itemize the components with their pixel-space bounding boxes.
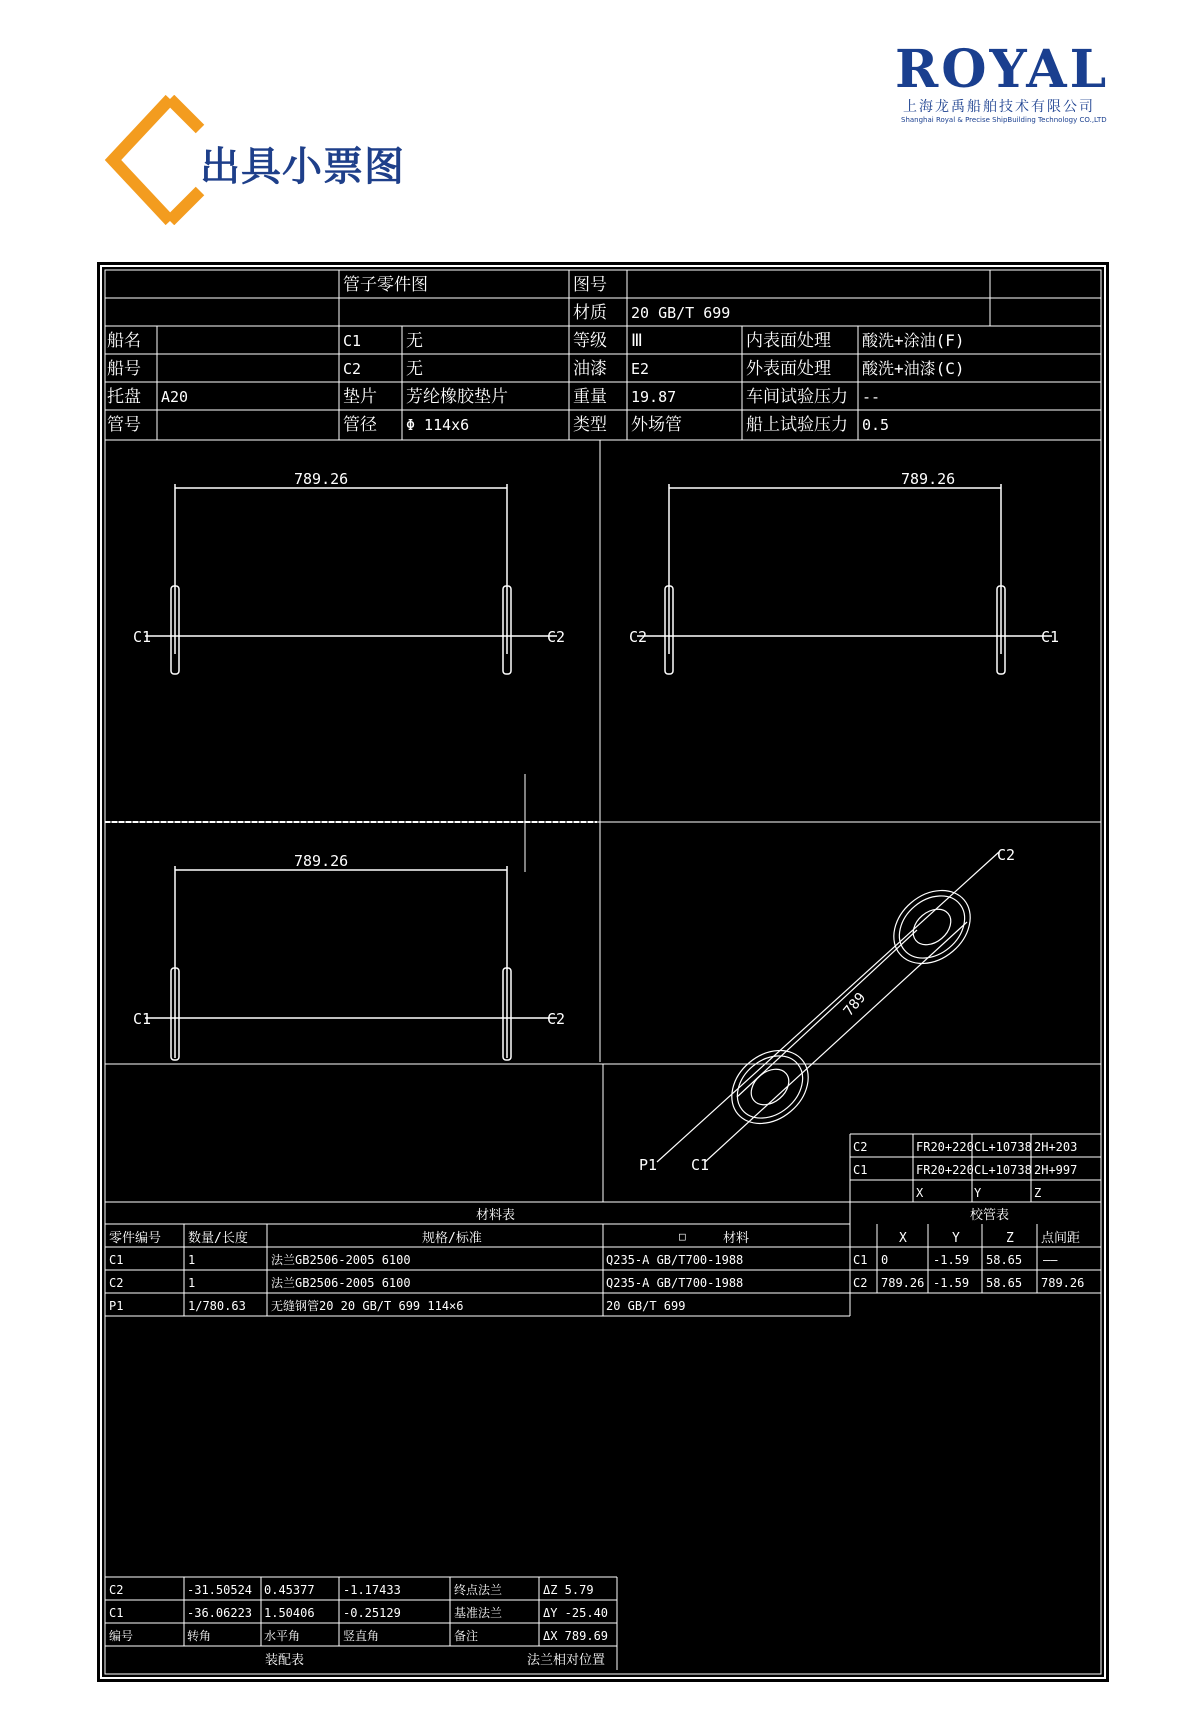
paint-label: 油漆	[573, 359, 607, 379]
coord-cell: 58.65	[986, 1253, 1023, 1267]
c2-label: C2	[343, 360, 362, 378]
material-value: 20 GB/T 699	[631, 304, 731, 322]
material-cell: 法兰GB2506-2005 6100	[271, 1276, 411, 1290]
coord-cell: C2	[853, 1276, 868, 1290]
shop-test-pressure-value: --	[862, 388, 881, 406]
material-cell: 20 GB/T 699	[606, 1299, 686, 1313]
material-cell: 1	[188, 1276, 196, 1290]
c1-label-isometric: C1	[691, 1156, 710, 1174]
type-value: 外场管	[631, 415, 682, 435]
position-cell: 2H+997	[1034, 1163, 1078, 1177]
c1-value: 无	[406, 331, 423, 351]
weight-value: 19.87	[631, 388, 677, 406]
material-table-title: 材料表	[476, 1208, 516, 1223]
assembly-cell: 竖直角	[343, 1629, 380, 1643]
assembly-cell: 终点法兰	[454, 1583, 503, 1597]
coord-cell: 789.26	[881, 1276, 925, 1290]
pipe-no-label: 管号	[107, 415, 141, 435]
position-cell: FR20+220	[916, 1163, 974, 1177]
c1-label: C1	[343, 332, 362, 350]
material-cell: C1	[109, 1253, 124, 1267]
assembly-cell: 1.50406	[264, 1606, 315, 1620]
assembly-cell: -31.50524	[187, 1583, 253, 1597]
material-cell: 法兰GB2506-2005 6100	[271, 1253, 411, 1267]
iso-length-label: 789	[840, 989, 870, 1020]
paint-value: E2	[631, 360, 650, 378]
c1-label-rear: C1	[1041, 628, 1060, 646]
ship-test-pressure-value: 0.5	[862, 416, 890, 434]
outer-surface-value: 酸洗+油漆(C)	[862, 359, 965, 378]
company-logo	[895, 39, 1110, 130]
assembly-cell: -0.25129	[343, 1606, 401, 1620]
assembly-cell: 基准法兰	[454, 1606, 503, 1620]
logo-english-name: Shanghai Royal & Precise ShipBuilding Technology CO.,LTD	[901, 116, 1107, 124]
cad-drawing	[97, 262, 1109, 1682]
assembly-cell: 水平角	[264, 1629, 301, 1643]
position-cell: Y	[974, 1186, 982, 1200]
coord-header: Y	[952, 1231, 960, 1246]
flange-relative-position-title: 法兰相对位置	[527, 1653, 606, 1668]
grade-value: Ⅲ	[631, 331, 643, 351]
logo-chinese-name: 上海龙禹船舶技术有限公司	[903, 99, 1095, 115]
page-title: 出具小票图	[200, 144, 405, 190]
assembly-cell: 编号	[109, 1629, 134, 1643]
outer-surface-label: 外表面处理	[746, 359, 831, 379]
material-cell: 1/780.63	[188, 1299, 246, 1313]
pipe-view-rear	[637, 484, 1052, 674]
coord-cell: -1.59	[933, 1276, 970, 1290]
coord-header: Z	[1006, 1231, 1014, 1246]
dimension-label-rear: 789.26	[901, 470, 956, 488]
position-cell: CL+10738	[974, 1163, 1032, 1177]
diameter-value: Φ 114x6	[406, 416, 470, 434]
dimension-label-front: 789.26	[294, 470, 349, 488]
material-cell: Q235-A GB/T700-1988	[606, 1276, 744, 1290]
coord-cell: ——	[1043, 1253, 1058, 1267]
position-cell: CL+10738	[974, 1140, 1032, 1154]
c2-label-isometric: C2	[997, 846, 1016, 864]
diameter-label: 管径	[343, 415, 377, 435]
c1-label-front: C1	[133, 628, 152, 646]
assembly-cell: ΔY -25.40	[543, 1606, 609, 1620]
c2-label-rear: C2	[629, 628, 648, 646]
logo-wordmark: ROYAL	[895, 39, 1110, 100]
position-cell: FR20+220	[916, 1140, 974, 1154]
coord-cell: 58.65	[986, 1276, 1023, 1290]
inner-surface-value: 酸洗+涂油(F)	[862, 331, 965, 350]
coord-header: X	[899, 1231, 907, 1246]
assembly-cell: C2	[109, 1583, 124, 1597]
position-cell: Z	[1034, 1186, 1042, 1200]
assembly-cell: 0.45377	[264, 1583, 315, 1597]
p1-label: P1	[639, 1156, 658, 1174]
ship-no-label: 船号	[107, 359, 141, 379]
cad-sheet	[97, 262, 1109, 1682]
grade-label: 等级	[573, 331, 607, 351]
pipe-view-top	[145, 866, 557, 1060]
material-header: 数量/长度	[188, 1231, 248, 1246]
material-cell: 1	[188, 1253, 196, 1267]
ship-name-label: 船名	[107, 331, 141, 351]
weight-label: 重量	[573, 387, 607, 407]
pipe-view-isometric	[657, 852, 999, 1162]
coord-header: 点间距	[1041, 1231, 1081, 1246]
assembly-table-title: 装配表	[265, 1653, 305, 1668]
material-header-mark: □	[679, 1230, 686, 1243]
assembly-cell: C1	[109, 1606, 124, 1620]
c2-value: 无	[406, 359, 423, 379]
assembly-cell: ΔZ 5.79	[543, 1583, 594, 1597]
inner-surface-label: 内表面处理	[746, 331, 831, 351]
position-cell: C2	[853, 1140, 868, 1154]
pipe-view-front	[145, 484, 557, 674]
position-cell: C1	[853, 1163, 868, 1177]
material-header: 规格/标准	[422, 1231, 482, 1246]
c1-label-top: C1	[133, 1010, 152, 1028]
c2-label-top: C2	[547, 1010, 566, 1028]
pallet-label: 托盘	[107, 387, 141, 407]
c2-label-front: C2	[547, 628, 566, 646]
drawing-no-label: 图号	[573, 275, 607, 295]
assembly-cell: ΔX 789.69	[543, 1629, 609, 1643]
assembly-cell: -1.17433	[343, 1583, 401, 1597]
type-label: 类型	[573, 415, 607, 435]
coord-cell: C1	[853, 1253, 868, 1267]
position-cell: X	[916, 1186, 924, 1200]
material-label: 材质	[573, 303, 607, 323]
material-header: 材料	[723, 1231, 750, 1246]
assembly-cell: -36.06223	[187, 1606, 253, 1620]
dimension-label-top: 789.26	[294, 852, 349, 870]
coord-cell: 789.26	[1041, 1276, 1085, 1290]
assembly-cell: 备注	[454, 1629, 479, 1643]
position-cell: 2H+203	[1034, 1140, 1078, 1154]
coord-table-title: 校管表	[970, 1208, 1010, 1223]
assembly-cell: 转角	[187, 1629, 212, 1643]
material-cell: Q235-A GB/T700-1988	[606, 1253, 744, 1267]
gasket-value: 芳纶橡胶垫片	[406, 387, 508, 407]
material-header: 零件编号	[109, 1231, 162, 1246]
coord-cell: 0	[881, 1253, 889, 1267]
ship-test-pressure-label: 船上试验压力	[746, 415, 848, 435]
material-cell: C2	[109, 1276, 124, 1290]
drawing-name: 管子零件图	[343, 275, 428, 295]
material-cell: 无缝钢管20 20 GB/T 699 114×6	[271, 1299, 464, 1313]
shop-test-pressure-label: 车间试验压力	[746, 387, 848, 407]
pallet-value: A20	[161, 388, 189, 406]
gasket-label: 垫片	[343, 387, 377, 407]
material-cell: P1	[109, 1299, 124, 1313]
coord-cell: -1.59	[933, 1253, 970, 1267]
